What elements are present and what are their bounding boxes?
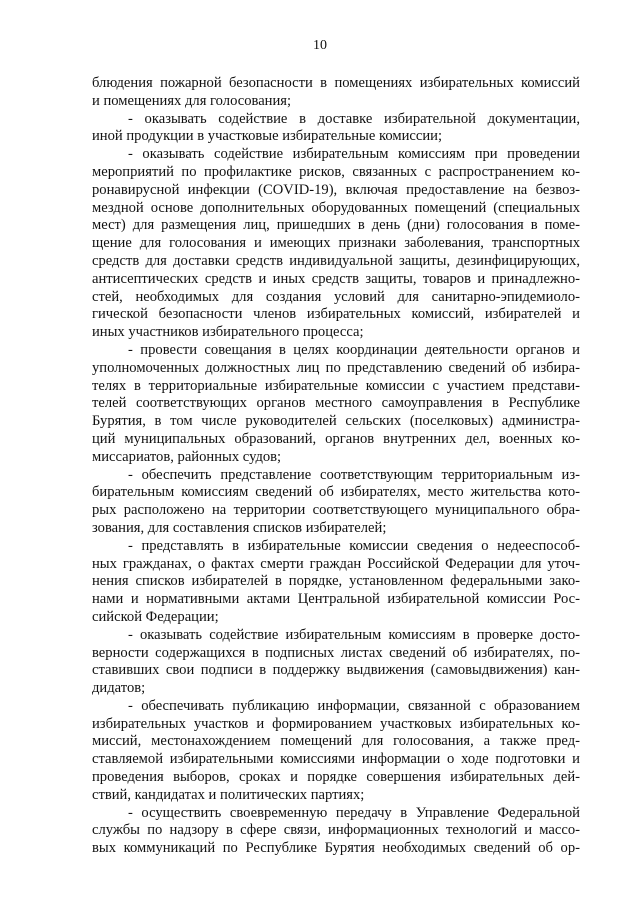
- text-line: рых расположено на территории соответствующего муниципального обра-: [92, 502, 580, 519]
- text-line: вых коммуникаций по Республике Бурятия необходимых сведений об ор-: [92, 840, 580, 857]
- text-line: иных участников избирательного процесса;: [92, 324, 364, 341]
- text-line: телей соответствующих органов местного самоуправления в Республике: [92, 395, 580, 412]
- text-line: - провести совещания в целях координации деятельности органов и: [128, 341, 580, 358]
- text-line: - оказывать содействие избирательным комиссиям при проведении: [128, 146, 580, 163]
- text-line: стей, необходимых для создания условий для санитарно-эпидемиоло-: [92, 288, 580, 305]
- text-line: миссий, местонахождением помещений для голосования, а также пред-: [92, 733, 580, 750]
- text-line: мездной основе дополнительных оборудованных помещений (специальных: [92, 199, 580, 216]
- text-line: мест) для размещения лиц, пришедших в день (дни) голосования в поме-: [92, 217, 580, 234]
- text-line: сийской Федерации;: [92, 608, 219, 625]
- page-number: 10: [313, 38, 327, 53]
- text-line: дидатов;: [92, 680, 146, 697]
- document-body: [92, 75, 580, 858]
- text-line: гической безопасности членов избирательных комиссий, избирателей и: [92, 306, 580, 323]
- text-line: - представлять в избирательные комиссии сведения о недееспособ-: [128, 537, 580, 554]
- text-line: щение для голосования и имеющих признаки заболевания, транспортных: [92, 235, 580, 252]
- text-line: нения списков избирателей в порядке, установленном федеральными зако-: [92, 573, 580, 590]
- text-line: - оказывать содействие в доставке избирательной документации,: [128, 110, 580, 127]
- text-line: телях в территориальные избирательные комиссии с участием представи-: [92, 377, 580, 394]
- text-line: блюдения пожарной безопасности в помещениях избирательных комиссий: [92, 75, 580, 91]
- text-line: миссариатов, районных судов;: [92, 448, 282, 465]
- text-line: и помещениях для голосования;: [92, 92, 292, 109]
- text-line: - обеспечивать публикацию информации, связанной с образованием: [128, 697, 580, 714]
- text-line: - оказывать содействие избирательным комиссиям в проверке досто-: [128, 626, 580, 643]
- text-line: верности содержащихся в подписных листах сведений об избирателях, по-: [92, 644, 580, 661]
- text-line: антисептических средств и иных средств защиты, товаров и принадлежно-: [92, 270, 580, 287]
- text-line: средств для доставки средств индивидуальной защиты, дезинфицирующих,: [92, 252, 580, 269]
- text-line: - осуществить своевременную передачу в Управление Федеральной: [128, 804, 580, 821]
- text-line: мероприятий по профилактике рисков, связанных с распространением ко-: [92, 163, 580, 180]
- text-line: ставивших свои подписи в поддержку выдвижения (самовыдвижения) кан-: [92, 662, 580, 679]
- text-line: уполномоченных должностных лиц по представлению сведений об избира-: [92, 359, 580, 376]
- text-line: проведения выборов, сроках и порядке совершения избирательных дей-: [92, 769, 580, 786]
- text-line: бирательным комиссиям сведений об избирателях, место жительства кото-: [92, 484, 580, 501]
- text-line: избирательных участков и формированием участковых избирательных ко-: [92, 715, 580, 732]
- text-line: - обеспечить представление соответствующим территориальным из-: [128, 466, 580, 483]
- text-line: зования, для составления списков избирателей;: [92, 519, 387, 536]
- text-line: иной продукции в участковые избирательные комиссии;: [92, 128, 443, 145]
- text-line: ных гражданах, о фактах смерти граждан Российской Федерации для уточ-: [92, 555, 580, 572]
- text-line: ствий, кандидатах и политических партиях;: [92, 786, 365, 803]
- text-line: службы по надзору в сфере связи, информационных технологий и массо-: [92, 822, 580, 839]
- text-line: ций муниципальных образований, органов внутренних дел, военных ко-: [92, 430, 580, 447]
- text-line: ронавирусной инфекции (COVID-19), включая предоставление на безвоз-: [92, 181, 580, 198]
- text-line: нами и нормативными актами Центральной избирательной комиссии Рос-: [92, 591, 580, 608]
- text-line: ставляемой избирательными комиссиями информации о ходе подготовки и: [92, 751, 580, 768]
- text-line: Бурятия, в том числе руководителей сельских (поселковых) администра-: [92, 413, 580, 430]
